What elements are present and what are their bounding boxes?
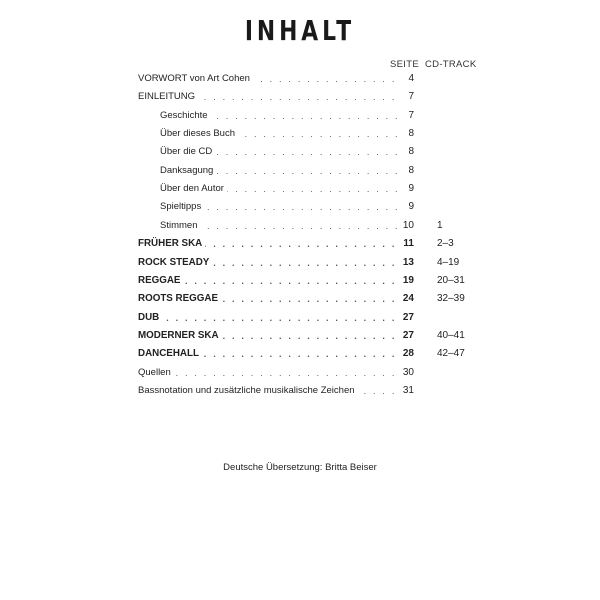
toc-entry-label-container	[138, 235, 400, 253]
toc-entry-label-container	[138, 88, 400, 106]
toc-entry-label-container	[160, 162, 400, 180]
dot-leader	[138, 364, 400, 382]
toc-entry-label: Über den Autor	[160, 183, 227, 194]
toc-entry-page: 27	[402, 329, 414, 341]
column-header-cd-track: CD-TRACK	[425, 59, 477, 70]
toc-entry-label: Bassnotation und zusätzliche musikalische Zeichen	[138, 385, 358, 396]
toc-entry-page: 11	[403, 238, 414, 250]
column-header-seite: SEITE	[390, 59, 419, 70]
toc-entry-label-container	[160, 180, 400, 198]
toc-entry-page: 7	[408, 91, 414, 103]
toc-entry-page: 9	[408, 201, 414, 213]
toc-entry-label-container	[160, 198, 400, 216]
toc-entry	[0, 88, 600, 106]
toc-entry	[0, 70, 600, 88]
toc-entry-cd-track: 1	[437, 219, 443, 231]
toc-entry-label: MODERNER SKA	[138, 330, 222, 341]
toc-entry-cd-track: 4–19	[437, 256, 460, 268]
toc-entry-label: Danksagung	[160, 165, 216, 176]
toc-entry-cd-track: 32–39	[437, 293, 465, 305]
dot-leader	[138, 309, 400, 327]
toc-entry	[0, 143, 600, 161]
translation-credit: Deutsche Übersetzung: Britta Beiser	[223, 462, 377, 473]
toc-entry-label: Über die CD	[160, 146, 215, 157]
toc-entry-page: 8	[408, 146, 414, 158]
toc-entry-label-container	[138, 382, 400, 400]
toc-entry	[0, 125, 600, 143]
toc-entry	[0, 290, 600, 308]
toc-entry-cd-track: 42–47	[437, 348, 465, 360]
toc-entry-label: DUB	[138, 312, 162, 323]
toc-entry-label: DANCEHALL	[138, 348, 202, 359]
toc-entry-page: 19	[402, 274, 414, 286]
page-title: INHALT	[244, 14, 356, 47]
toc-entry-label-container	[160, 217, 400, 235]
toc-entry-label-container	[138, 272, 400, 290]
toc-entry-page: 24	[402, 293, 414, 305]
toc-entry-label-container	[160, 125, 400, 143]
toc-entry-label-container	[138, 364, 400, 382]
toc-entry-cd-track: 2–3	[437, 238, 454, 250]
toc-entry	[0, 382, 600, 400]
toc-entry-label: ROCK STEADY	[138, 257, 212, 268]
toc-entry-label: FRÜHER SKA	[138, 238, 205, 249]
toc-entry-page: 13	[402, 256, 414, 268]
toc-entry-page: 27	[402, 311, 414, 323]
toc-entry-label-container	[138, 309, 400, 327]
toc-entry-cd-track: 40–41	[437, 329, 465, 341]
toc-entry-label: REGGAE	[138, 275, 183, 286]
toc-entry-page: 10	[402, 219, 414, 231]
toc-entry-label: EINLEITUNG	[138, 91, 198, 102]
toc-entry	[0, 107, 600, 125]
toc-entry-page: 7	[408, 109, 414, 121]
toc-entry-page: 30	[402, 366, 414, 378]
toc-entry	[0, 327, 600, 345]
toc-entry	[0, 309, 600, 327]
toc-entry-page: 4	[408, 73, 414, 84]
toc-entry-label-container	[138, 327, 400, 345]
toc-entry-page: 9	[408, 183, 414, 195]
toc-entry	[0, 162, 600, 180]
toc-entry-page: 8	[408, 164, 414, 176]
toc-entry-cd-track: 20–31	[437, 274, 465, 286]
toc-entry-label: Geschichte	[160, 110, 211, 121]
toc-entry-label: Spieltipps	[160, 201, 204, 212]
toc-entry	[0, 180, 600, 198]
toc-entry-label-container	[138, 290, 400, 308]
toc-entry-label-container	[138, 70, 400, 88]
toc-entry-label-container	[138, 254, 400, 272]
toc-entry-page: 28	[402, 348, 414, 360]
toc-entry-page: 8	[408, 128, 414, 140]
toc-entry	[0, 364, 600, 382]
toc-entry	[0, 345, 600, 363]
toc-entry-page: 31	[402, 384, 414, 396]
toc-entry-label: Quellen	[138, 367, 174, 378]
toc-entry-label: Über dieses Buch	[160, 128, 238, 139]
toc-entry	[0, 272, 600, 290]
toc-entry	[0, 198, 600, 216]
toc-entry-label-container	[138, 345, 400, 363]
toc-entry-label-container	[160, 107, 400, 125]
toc-entry	[0, 235, 600, 253]
toc-entry-label: ROOTS REGGAE	[138, 293, 221, 304]
toc-entry-label: Stimmen	[160, 220, 200, 231]
toc-entry-label: VORWORT von Art Cohen	[138, 73, 253, 84]
toc-entry-label-container	[160, 143, 400, 161]
toc-entry	[0, 217, 600, 235]
toc-entry	[0, 254, 600, 272]
